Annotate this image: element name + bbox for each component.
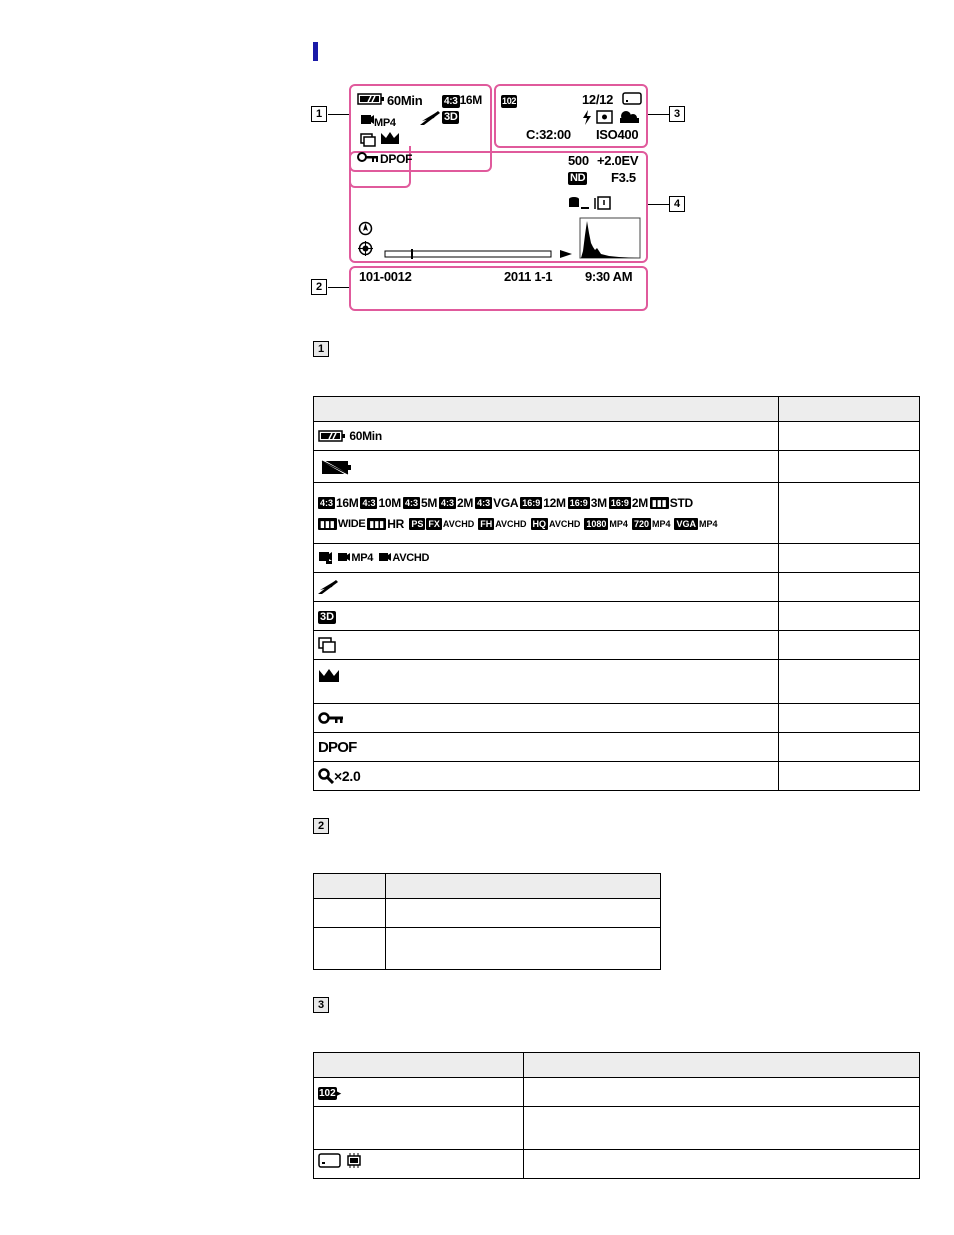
lcd-diagram	[300, 78, 700, 318]
zoom-scale: ×2.0	[334, 768, 361, 784]
table-header	[314, 874, 661, 899]
badge-3d: 3D	[444, 111, 458, 123]
recording-time-clock: 9:30 AM	[585, 269, 633, 284]
section-3-marker: 3	[313, 997, 329, 1013]
callout-3: 3	[669, 106, 685, 122]
quality-icon	[318, 579, 340, 595]
protect-key-icon	[357, 151, 379, 165]
aspect-badge: 4:3	[444, 96, 458, 107]
gps-icon	[358, 241, 373, 258]
iso-value: ISO400	[596, 127, 639, 142]
rotate-icon	[594, 196, 612, 213]
movie-format: MP4	[374, 117, 396, 129]
dpof-label: DPOF	[380, 152, 413, 166]
table-row	[314, 451, 920, 483]
header-display	[314, 397, 779, 422]
panorama-icon: ▮▮▮	[369, 518, 385, 529]
metering-icon	[596, 110, 613, 126]
table-row	[314, 704, 920, 733]
burst-group-icon	[360, 133, 378, 149]
memory-card-icon	[622, 92, 642, 107]
table-row	[314, 660, 920, 704]
crown-icon	[380, 131, 400, 148]
table-row	[314, 483, 920, 544]
flash-icon	[582, 110, 592, 127]
leader-4	[648, 204, 669, 205]
image-size: 16M	[459, 93, 483, 107]
movie-icon	[360, 114, 374, 126]
header-meaning	[779, 397, 920, 422]
folder-icon	[501, 93, 517, 108]
image-count: 12/12	[582, 92, 614, 107]
memory-card-icon	[318, 1153, 342, 1168]
histogram	[579, 217, 641, 261]
table-row	[314, 1107, 920, 1150]
table-row	[314, 762, 920, 791]
burst-group-icon	[318, 637, 338, 653]
memory-full-icon	[568, 196, 590, 213]
header-display	[314, 1053, 524, 1078]
internal-memory-icon	[345, 1153, 363, 1168]
callout-4: 4	[669, 196, 685, 212]
file-number: 101-0012	[359, 269, 412, 284]
dpof-label: DPOF	[318, 738, 357, 756]
battery-empty-icon	[318, 457, 352, 477]
table-row	[314, 733, 920, 762]
battery-icon	[357, 93, 385, 107]
recording-time: C:32:00	[526, 127, 571, 142]
movie-icon	[378, 552, 392, 564]
movie-icon	[337, 552, 351, 564]
section-2-marker: 2	[313, 818, 329, 834]
table-section-2	[313, 873, 661, 970]
table-header	[314, 1053, 920, 1078]
callout-2: 2	[311, 279, 327, 295]
leader-2	[328, 287, 349, 288]
table-header	[314, 397, 920, 422]
table-section-3	[313, 1052, 920, 1179]
panorama-icon: ▮▮▮	[651, 498, 667, 508]
badge-3d: 3D	[320, 610, 335, 623]
aperture-value: F3.5	[611, 170, 636, 185]
callout-1: 1	[311, 106, 327, 122]
table-row	[314, 573, 920, 602]
shutter-speed: 500	[568, 153, 589, 168]
battery-time: 60Min	[387, 93, 423, 108]
table-row	[314, 631, 920, 660]
section-1-marker: 1	[313, 341, 329, 357]
battery-icon	[318, 430, 346, 442]
table-section-1	[313, 396, 920, 791]
zoom-magnifier-icon	[318, 768, 334, 784]
protect-key-icon	[318, 711, 344, 725]
table-row	[314, 422, 920, 451]
folder-number: 102	[319, 1087, 336, 1099]
table-row	[314, 602, 920, 631]
folder-number: 102	[502, 96, 517, 106]
leader-3	[648, 114, 669, 115]
exposure-value: +2.0EV	[597, 153, 639, 168]
image-size-line-2: ▮▮▮ WIDE ▮▮▮ HR PS FX AVCHD FH AVCHD HQ AVCHD 1080 MP4 720 MP4 VGA MP4	[320, 516, 718, 531]
header-meaning	[385, 874, 660, 899]
compass-icon	[358, 221, 373, 238]
table-row: MP4 AVCHD	[314, 544, 920, 573]
movie-format-indicator	[360, 114, 396, 129]
table-row	[314, 1150, 920, 1179]
panorama-icon: ▮▮▮	[320, 518, 335, 529]
table-row	[314, 928, 661, 970]
white-balance-cloud-icon	[617, 109, 641, 126]
recording-date: 2011 1-1	[504, 269, 553, 284]
crown-icon	[318, 668, 340, 684]
table-row	[314, 899, 661, 928]
image-size-line-1: 4:3 16M 4:3 10M 4:3 5M 4:3 2M 4:3 VGA 16:9 12M 16:9 3M 16:9 2M ▮▮▮ STD	[320, 496, 693, 510]
movie-playback-icon	[318, 551, 334, 565]
nd-badge: ND	[570, 172, 586, 184]
table-row: 102▸	[314, 1078, 920, 1107]
battery-time: 60Min	[349, 429, 382, 444]
image-size-indicator	[442, 93, 482, 108]
leader-1	[328, 114, 349, 115]
header-meaning	[523, 1053, 919, 1078]
header-display	[314, 874, 386, 899]
quality-icon	[420, 110, 440, 128]
title-marker	[313, 42, 318, 61]
playback-progress-bar[interactable]	[384, 248, 584, 261]
